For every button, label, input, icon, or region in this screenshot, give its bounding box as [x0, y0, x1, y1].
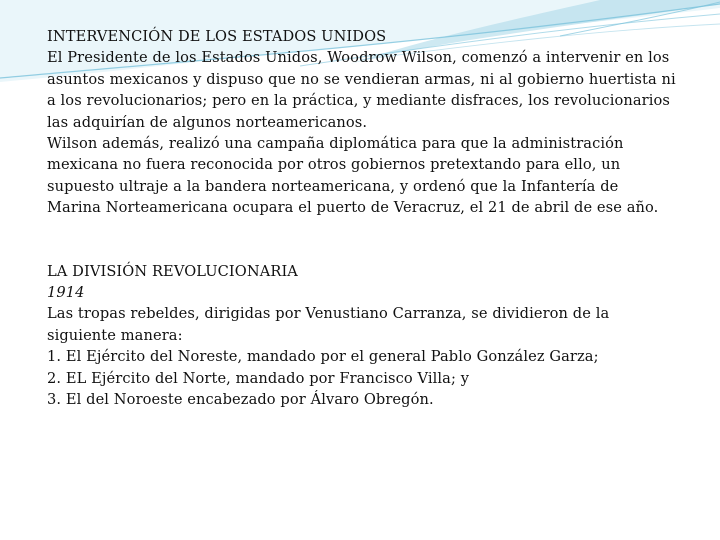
- list-item-noroeste: 3. El del Noroeste encabezado por Álvaro Obregón.: [47, 391, 434, 409]
- paragraph-wilson-diplomacy: Wilson además, realizó una campaña diplomática para que la administración mexicana no fuera reconocida por otros gobiernos pretextando para ello, un supuesto ultraje a la bandera norteamericana, y ordenó que la Infantería de Marina Norteamericana ocupara el puerto de Veracruz, el 21 de abril de ese año.: [47, 135, 659, 217]
- section-heading-intervencion: INTERVENCIÓN DE LOS ESTADOS UNIDOS: [47, 28, 387, 45]
- paragraph-division-intro: Las tropas rebeldes, dirigidas por Venustiano Carranza, se dividieron de la siguiente manera:: [47, 305, 610, 344]
- list-item-norte: 2. EL Ejército del Norte, mandado por Francisco Villa; y: [47, 369, 470, 387]
- paragraph-wilson-intervention: El Presidente de los Estados Unidos, Woodrow Wilson, comenzó a intervenir en los asuntos mexicanos y dispuso que no se vendieran armas, ni al gobierno huertista ni a los revolucionarios; pero en la práctica, y mediante disfraces, los revolucionarios las adquirían de algunos norteamericanos.: [47, 49, 676, 131]
- list-item-noreste: 1. El Ejército del Noreste, mandado por el general Pablo González Garza;: [47, 348, 599, 366]
- slide-text-content: [47, 26, 677, 411]
- section-spacer: [47, 219, 677, 261]
- section-heading-division: LA DIVISIÓN REVOLUCIONARIA: [47, 262, 298, 280]
- year-label: 1914: [47, 284, 85, 302]
